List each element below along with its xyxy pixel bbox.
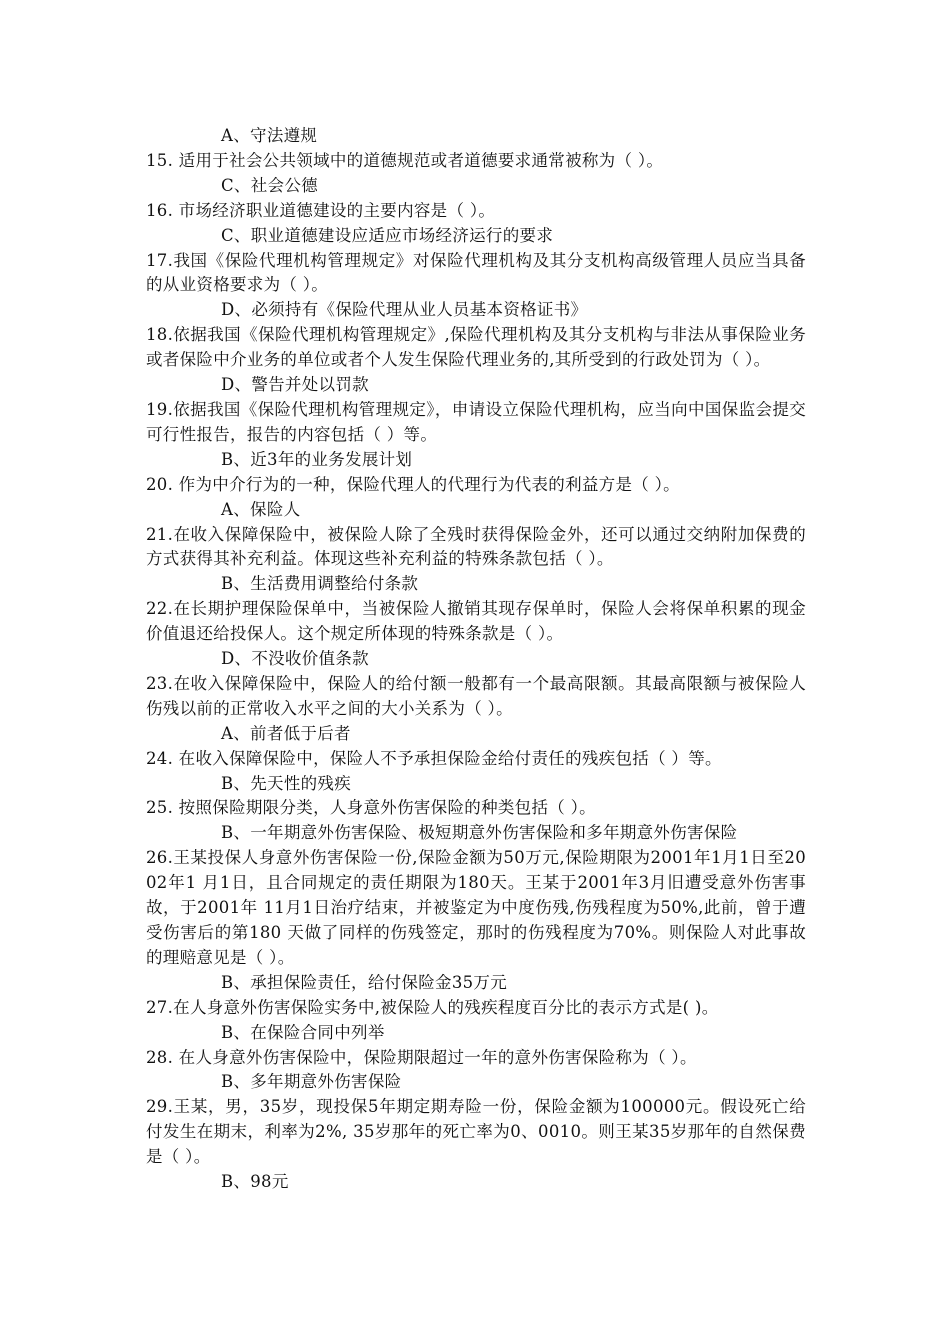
question-line: 20. 作为中介行为的一种，保险代理人的代理行为代表的利益方是（ ）。: [146, 474, 680, 494]
question-line: 15. 适用于社会公共领域中的道德规范或者道德要求通常被称为（ ）。: [146, 150, 664, 170]
answer-line: B、多年期意外伤害保险: [221, 1072, 402, 1092]
answer-line: A、前者低于后者: [221, 723, 351, 743]
question-line: 25. 按照保险期限分类，人身意外伤害保险的种类包括（ ）。: [146, 798, 596, 818]
answer-line: B、先天性的残疾: [221, 773, 352, 793]
answer-line: B、在保险合同中列举: [221, 1022, 385, 1042]
question-line: 27.在人身意外伤害保险实务中,被保险人的残疾程度百分比的表示方式是( )。: [146, 997, 719, 1017]
answer-line: D、警告并处以罚款: [221, 375, 369, 395]
answer-line: B、生活费用调整给付条款: [221, 574, 419, 594]
answer-line: D、必须持有《保险代理从业人员基本资格证书》: [221, 300, 588, 320]
question-line: 18.依据我国《保险代理机构管理规定》,保险代理机构及其分支机构与非法从事保险业务或者保险中介业务的单位或者个人发生保险代理业务的,其所受到的行政处罚为（ ）。: [146, 325, 806, 370]
question-line: 16. 市场经济职业道德建设的主要内容是（ ）。: [146, 200, 496, 220]
question-line: 17.我国《保险代理机构管理规定》对保险代理机构及其分支机构高级管理人员应当具备的从业资格要求为（ ）。: [146, 250, 806, 295]
question-line: 23.在收入保障保险中，保险人的给付额一般都有一个最高限额。其最高限额与被保险人伤残以前的正常收入水平之间的大小关系为（ ）。: [146, 673, 806, 718]
question-line: 24. 在收入保障保险中，保险人不予承担保险金给付责任的残疾包括（ ）等。: [146, 748, 722, 768]
answer-line: B、近3年的业务发展计划: [221, 449, 413, 469]
question-line: 19.依据我国《保险代理机构管理规定》，申请设立保险代理机构，应当向中国保监会提交可行性报告，报告的内容包括（ ）等。: [146, 399, 806, 444]
answer-line: B、一年期意外伤害保险、极短期意外伤害保险和多年期意外伤害保险: [221, 823, 738, 843]
answer-line: B、98元: [221, 1172, 289, 1192]
question-line: 29.王某，男，35岁，现投保5年期定期寿险一份，保险金额为100000元。假设死亡给付发生在期末，利率为2%, 35岁那年的死亡率为0、0010。则王某35岁那年的自然保费是（ ）。: [146, 1097, 806, 1167]
question-line: 22.在长期护理保险保单中，当被保险人撤销其现存保单时，保险人会将保单积累的现金价值退还给投保人。这个规定所体现的特殊条款是（ ）。: [146, 599, 806, 644]
question-line: 26.王某投保人身意外伤害保险一份,保险金额为50万元,保险期限为2001年1月1日至2002年1 月1日，且合同规定的责任期限为180天。王某于2001年3月旧遭受意外伤害事故，于2001年 11月1日治疗结束，并被鉴定为中度伤残,伤残程度为50%,此前，曾于遭受伤害后的第180 天做了同样的伤残签定，那时的伤残程度为70%。则保险人对此事故的理赔意见是（ ）。: [146, 848, 806, 967]
question-line: 28. 在人身意外伤害保险中，保险期限超过一年的意外伤害保险称为（ ）。: [146, 1047, 697, 1067]
answer-line: C、职业道德建设应适应市场经济运行的要求: [221, 225, 554, 245]
answer-line: C、社会公德: [221, 175, 318, 195]
answer-line: D、不没收价值条款: [221, 649, 369, 669]
question-list: [146, 124, 806, 1195]
question-line: 21.在收入保障保险中，被保险人除了全残时获得保险金外，还可以通过交纳附加保费的方式获得其补充利益。体现这些补充利益的特殊条款包括（ ）。: [146, 524, 806, 569]
answer-line: A、保险人: [221, 499, 301, 519]
answer-line: B、承担保险责任，给付保险金35万元: [221, 972, 508, 992]
answer-line: A、守法遵规: [221, 126, 318, 145]
